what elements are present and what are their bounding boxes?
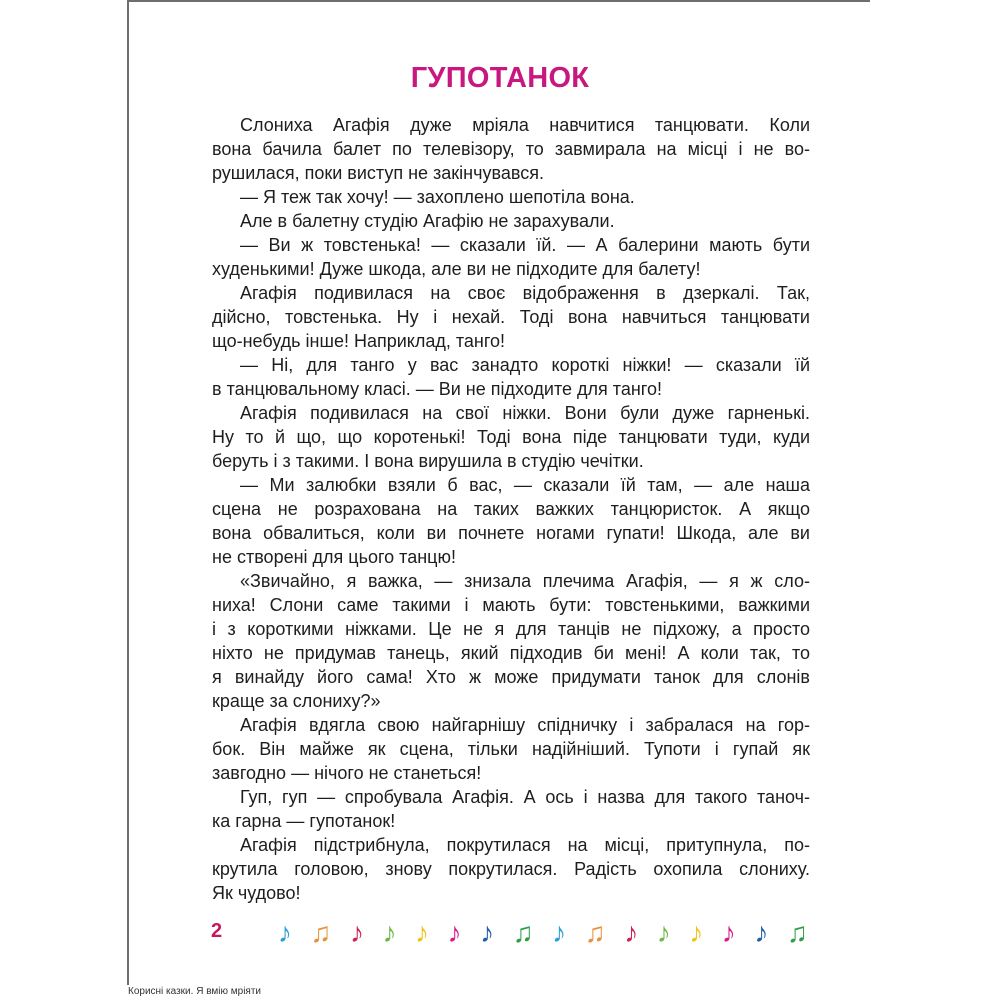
- music-note-icon: ♪: [415, 917, 430, 948]
- text-line: ка гарна — гупотанок!: [212, 811, 396, 831]
- beamed-notes-icon: ♫: [584, 917, 606, 948]
- text-line: дійсно, товстенька. Ну і нехай. Тоді вона навчиться танцювати: [212, 307, 810, 327]
- text-line: що-небудь інше! Наприклад, танго!: [212, 331, 506, 351]
- text-line: ніхто не придумав танець, який підходив би мені! А коли так, то: [212, 643, 810, 663]
- music-note-icon: ♪: [278, 917, 292, 948]
- book-footer: Корисні казки. Я вмію мріяти: [128, 986, 262, 997]
- music-note-icon: ♪: [480, 917, 495, 948]
- text-line: і з короткими ніжками. Це не я для танців не підхожу, а просто: [212, 619, 810, 639]
- music-note-icon: ♪: [754, 917, 769, 948]
- story-body: [212, 113, 810, 905]
- text-line: — Я теж так хочу! — захоплено шепотіла вона.: [240, 187, 635, 207]
- text-line: «Звичайно, я важка, — знизала плечима Агафія, — я ж сло-: [240, 571, 810, 591]
- text-line: Агафія подивилася на своє відображення в дзеркалі. Так,: [240, 283, 810, 303]
- text-line: я винайду його сама! Хто ж може придумати танок для слонів: [212, 667, 810, 687]
- text-line: Агафія підстрибнула, покрутилася на місці, притупнула, по-: [240, 835, 810, 855]
- text-line: Гуп, гуп — спробувала Агафія. А ось і назва для такого таноч-: [240, 787, 810, 807]
- music-notes-decoration: [278, 916, 808, 950]
- text-line: Агафія подивилася на свої ніжки. Вони були дуже гарненькі.: [240, 403, 810, 423]
- text-line: беруть і з такими. І вона вирушила в студію чечітки.: [212, 451, 644, 471]
- text-line: краще за слониху?»: [212, 691, 381, 711]
- text-line: худенькими! Дуже шкода, але ви не підходите для балету!: [212, 259, 701, 279]
- music-note-icon: ♪: [382, 917, 397, 948]
- music-note-icon: ♪: [689, 917, 704, 948]
- beamed-notes-icon: ♫: [512, 917, 534, 948]
- music-note-icon: ♪: [552, 917, 567, 948]
- beamed-notes-icon: ♫: [786, 917, 808, 948]
- story-title: ГУПОТАНОК: [410, 62, 590, 94]
- beamed-notes-icon: ♫: [310, 917, 332, 948]
- text-line: крутила головою, знову покрутилася. Радість охопила слониху.: [212, 859, 810, 879]
- music-note-icon: ♪: [624, 917, 639, 948]
- music-note-icon: ♪: [721, 917, 736, 948]
- text-line: — Ви ж товстенька! — сказали їй. — А балерини мають бути: [240, 235, 810, 255]
- text-line: вона бачила балет по телевізору, то завмирала на місці і не во-: [212, 139, 810, 159]
- music-note-icon: ♪: [656, 917, 671, 948]
- text-line: — Ні, для танго у вас занадто короткі ніжки! — сказали їй: [240, 355, 810, 375]
- text-line: ниха! Слони саме такими і мають бути: товстенькими, важкими: [212, 595, 810, 615]
- text-line: Слониха Агафія дуже мріяла навчитися танцювати. Коли: [240, 115, 810, 135]
- page-number: 2: [211, 920, 223, 942]
- music-note-icon: ♪: [350, 917, 365, 948]
- text-line: сцена не розрахована на таких важких танцюристок. А якщо: [212, 499, 810, 519]
- text-line: Як чудово!: [212, 883, 301, 903]
- text-line: рушилася, поки виступ не закінчувався.: [212, 163, 544, 183]
- text-line: Але в балетну студію Агафію не зарахували.: [240, 211, 615, 231]
- text-line: не створені для цього танцю!: [212, 547, 456, 567]
- text-line: Ну то й що, що коротенькі! Тоді вона піде танцювати туди, куди: [212, 427, 810, 447]
- text-line: бок. Він майже як сцена, тільки надійніший. Тупоти і гупай як: [212, 739, 810, 759]
- text-line: завгодно — нічого не станеться!: [212, 763, 482, 783]
- music-note-icon: ♪: [447, 917, 462, 948]
- text-line: вона обвалиться, коли ви почнете ногами гупати! Шкода, але ви: [212, 523, 810, 543]
- text-line: Агафія вдягла свою найгарнішу спідничку і забралася на гор-: [240, 715, 810, 735]
- text-line: — Ми залюбки взяли б вас, — сказали їй там, — але наша: [240, 475, 810, 495]
- text-line: в танцювальному класі. — Ви не підходите для танго!: [212, 379, 662, 399]
